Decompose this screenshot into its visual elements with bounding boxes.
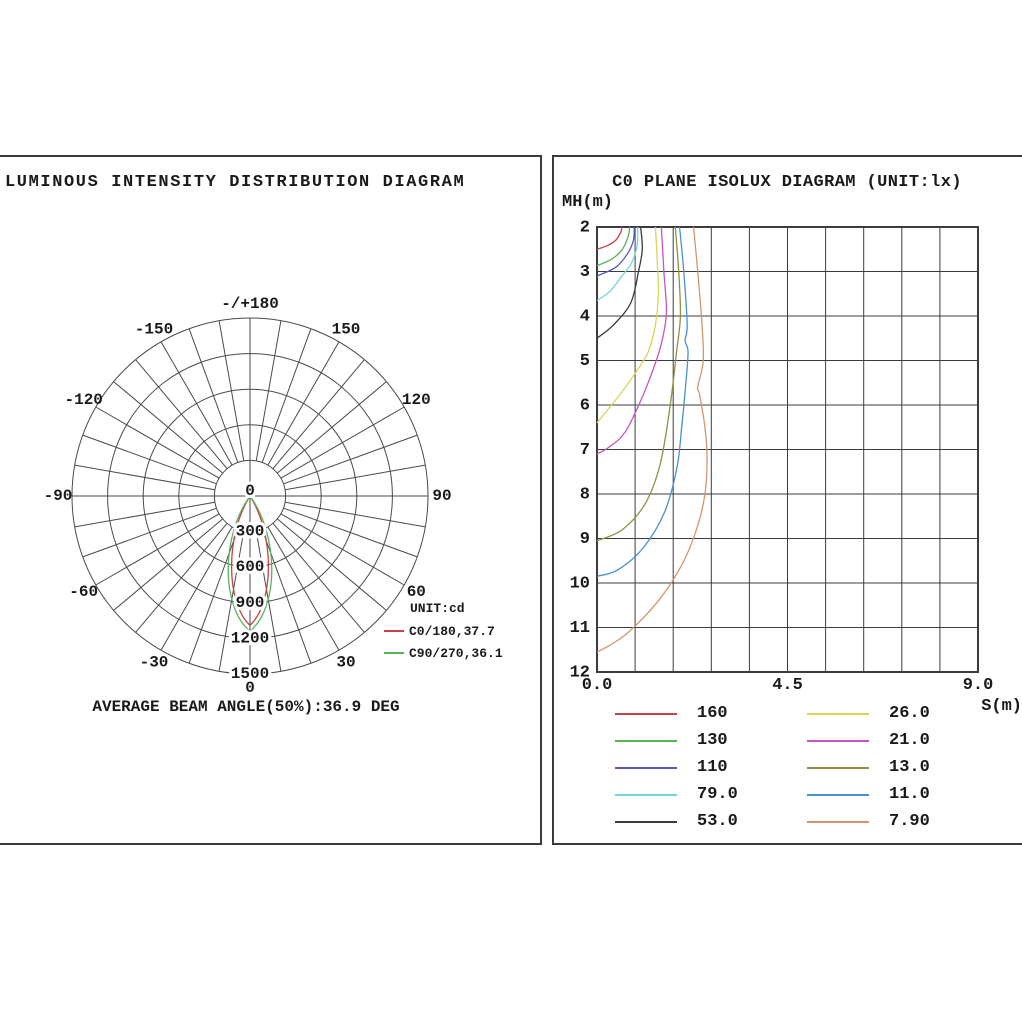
isolux-legend-row bbox=[615, 727, 738, 754]
left-chart-title: LUMINOUS INTENSITY DISTRIBUTION DIAGRAM bbox=[5, 173, 466, 192]
isolux-contour-26.0 bbox=[597, 227, 658, 423]
polar-angle-label: 120 bbox=[401, 391, 431, 409]
isolux-contour-7.90 bbox=[597, 227, 707, 652]
isolux-y-tick: 2 bbox=[579, 218, 590, 238]
isolux-legend-column-2 bbox=[807, 700, 930, 835]
polar-angle-label: 60 bbox=[406, 583, 426, 601]
isolux-legend-row bbox=[615, 808, 738, 835]
polar-distribution-chart bbox=[0, 157, 540, 843]
isolux-y-tick: 7 bbox=[579, 441, 590, 460]
isolux-y-tick: 11 bbox=[569, 619, 590, 638]
legend-label: 79.0 bbox=[697, 785, 738, 804]
isolux-x-tick: 4.5 bbox=[772, 676, 803, 695]
isolux-y-tick: 9 bbox=[579, 530, 590, 549]
polar-angle-label: -/+180 bbox=[221, 295, 279, 313]
legend-label: 26.0 bbox=[889, 704, 930, 723]
polar-angle-label: -30 bbox=[139, 653, 169, 672]
polar-legend-row bbox=[384, 620, 503, 642]
x-axis-label: S(m) bbox=[981, 697, 1022, 716]
legend-label: 11.0 bbox=[889, 785, 930, 804]
polar-legend-row bbox=[384, 642, 503, 664]
legend-line-swatch bbox=[615, 794, 677, 796]
right-chart-title: C0 PLANE ISOLUX DIAGRAM (UNIT:lx) bbox=[612, 173, 962, 192]
isolux-legend-row bbox=[615, 700, 738, 727]
legend-label: 7.90 bbox=[889, 812, 930, 831]
polar-radial-label: 600 bbox=[235, 558, 265, 577]
isolux-x-tick: 0.0 bbox=[581, 676, 613, 695]
legend-line-swatch bbox=[807, 821, 869, 823]
legend-line-swatch bbox=[615, 740, 677, 742]
polar-radial-label: 1500 bbox=[230, 665, 270, 683]
polar-legend-unit-label: UNIT:cd bbox=[410, 601, 465, 616]
isolux-legend-row bbox=[615, 781, 738, 808]
isolux-contour-130 bbox=[597, 227, 630, 266]
legend-label: 110 bbox=[697, 758, 728, 777]
polar-angle-label: -120 bbox=[64, 391, 103, 409]
legend-line-swatch bbox=[615, 821, 677, 823]
luminous-intensity-panel bbox=[0, 155, 542, 845]
legend-label: C0/180,37.7 bbox=[409, 623, 495, 639]
isolux-x-tick: 9.0 bbox=[962, 676, 994, 695]
legend-line-swatch bbox=[807, 740, 869, 742]
isolux-y-tick: 10 bbox=[569, 574, 590, 594]
isolux-contour-160 bbox=[597, 227, 622, 249]
legend-label: 13.0 bbox=[889, 758, 930, 777]
polar-radial-label: 900 bbox=[235, 593, 265, 612]
legend-label: 160 bbox=[697, 704, 728, 723]
polar-angle-label: -150 bbox=[134, 320, 174, 339]
legend-label: 21.0 bbox=[889, 731, 930, 750]
isolux-legend-row bbox=[807, 754, 930, 781]
isolux-legend-row bbox=[807, 808, 930, 835]
isolux-legend-column-1 bbox=[615, 700, 738, 835]
polar-angle-label: -60 bbox=[69, 583, 99, 601]
legend-line-swatch bbox=[615, 713, 677, 715]
polar-angle-label: 90 bbox=[432, 487, 452, 505]
legend-line-swatch bbox=[615, 767, 677, 769]
isolux-y-tick: 6 bbox=[579, 396, 590, 416]
polar-angle-label: 0 bbox=[245, 679, 255, 697]
isolux-y-tick: 3 bbox=[579, 263, 590, 282]
isolux-legend-row bbox=[615, 754, 738, 781]
isolux-y-tick: 5 bbox=[579, 352, 590, 371]
polar-radial-label: 300 bbox=[235, 522, 265, 541]
legend-line-swatch bbox=[384, 652, 404, 654]
polar-angle-label: 30 bbox=[336, 653, 356, 672]
isolux-legend-row bbox=[807, 727, 930, 754]
legend-line-swatch bbox=[807, 794, 869, 796]
isolux-y-tick: 12 bbox=[569, 663, 590, 683]
legend-line-swatch bbox=[807, 767, 869, 769]
y-axis-label: MH(m) bbox=[562, 193, 614, 212]
polar-angle-label: -90 bbox=[43, 487, 73, 505]
legend-label: 130 bbox=[697, 731, 728, 750]
polar-radial-label: 0 bbox=[245, 482, 255, 500]
isolux-contour-11.0 bbox=[597, 227, 688, 576]
isolux-legend-row bbox=[807, 700, 930, 727]
polar-radial-label: 1200 bbox=[230, 629, 270, 648]
legend-line-swatch bbox=[384, 630, 404, 632]
average-beam-angle-text: AVERAGE BEAM ANGLE(50%):36.9 DEG bbox=[92, 698, 400, 716]
isolux-y-tick: 4 bbox=[579, 307, 590, 327]
legend-label: C90/270,36.1 bbox=[409, 645, 503, 661]
polar-angle-label: 150 bbox=[331, 320, 361, 339]
isolux-legend-row bbox=[807, 781, 930, 808]
polar-legend bbox=[384, 601, 503, 664]
legend-label: 53.0 bbox=[697, 812, 738, 831]
isolux-panel bbox=[552, 155, 1022, 845]
legend-line-swatch bbox=[807, 713, 869, 715]
isolux-y-tick: 8 bbox=[579, 485, 590, 505]
